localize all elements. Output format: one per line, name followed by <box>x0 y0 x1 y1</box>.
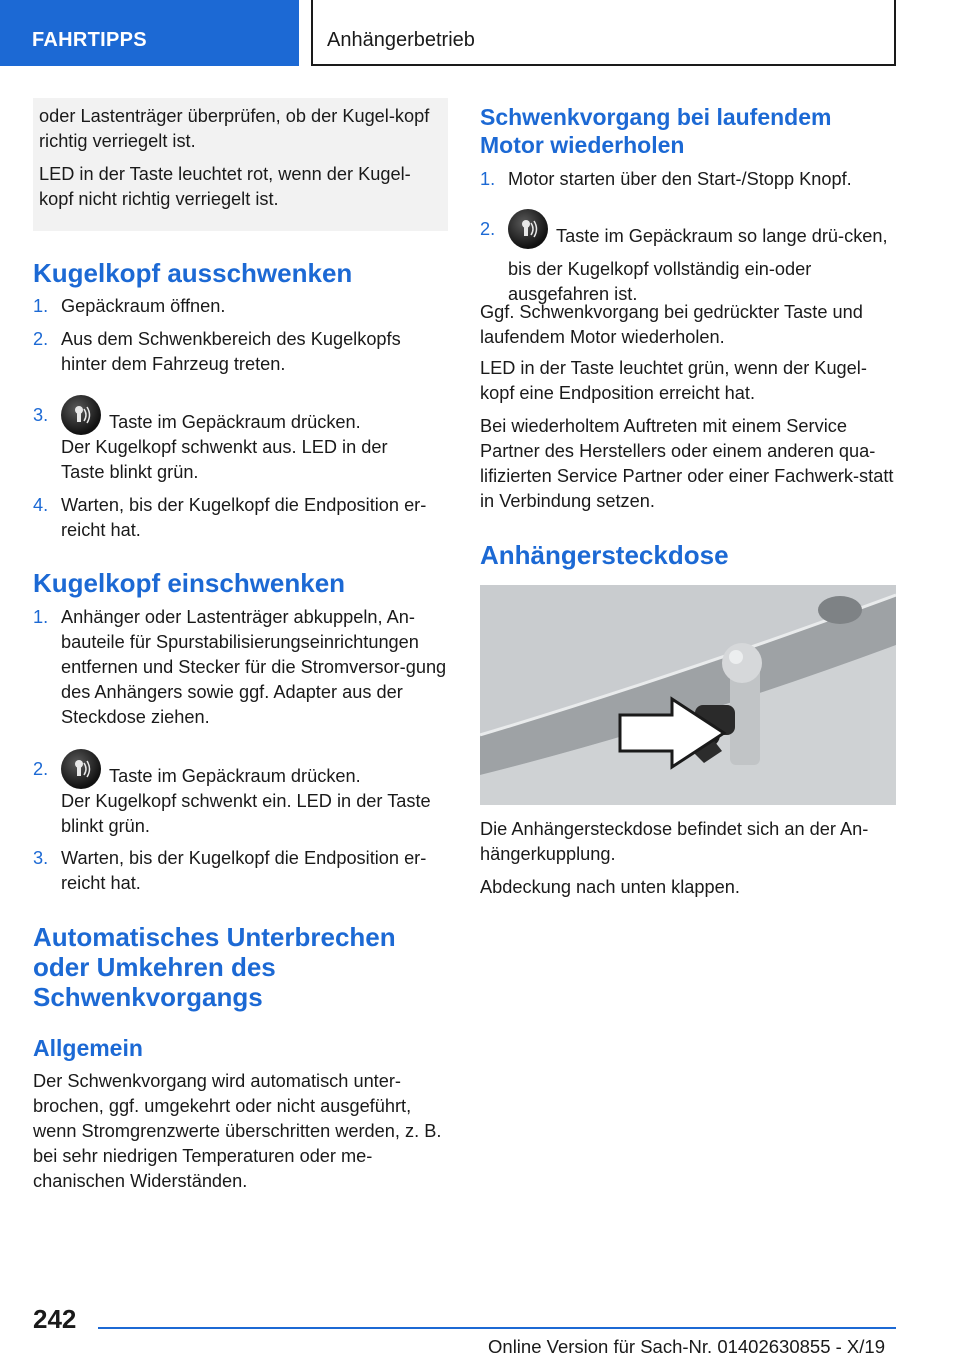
paragraph: Der Schwenkvorgang wird automatisch unter-brochen, ggf. umgekehrt oder nicht ausgeführt, wenn Stromgrenzwerte überschritten werden, z. B. bei sehr niedrigen Temperaturen oder me-chanischen Widerständen. <box>33 1071 442 1191</box>
tow-hitch-button-icon <box>508 209 548 249</box>
step-number: 3. <box>33 405 49 425</box>
step-number: 1. <box>33 607 49 627</box>
subheading-allgemein: Allgemein <box>33 1035 143 1061</box>
note-line-2: LED in der Taste leuchtet rot, wenn der Kugel-kopf nicht richtig verriegelt ist. <box>39 164 411 209</box>
step-text: Aus dem Schwenkbereich des Kugelkopfs hinter dem Fahrzeug treten. <box>61 329 401 374</box>
note-box <box>33 98 448 231</box>
heading-steckdose: Anhängersteckdose <box>480 540 729 570</box>
note-line-1: oder Lastenträger überprüfen, ob der Kugel-kopf richtig verriegelt ist. <box>39 106 430 151</box>
arrow-icon <box>612 693 732 773</box>
step-number: 1. <box>33 296 49 316</box>
paragraph: LED in der Taste leuchtet grün, wenn der Kugel-kopf eine Endposition erreicht hat. <box>480 358 867 403</box>
step-number: 2. <box>33 759 49 779</box>
step-number: 4. <box>33 495 49 515</box>
paragraph: Abdeckung nach unten klappen. <box>480 877 740 897</box>
heading-automatisch: Automatisches Unterbrechen oder Umkehren des Schwenkvorgangs <box>33 922 396 1012</box>
tow-hitch-photo <box>480 585 896 805</box>
step-number: 2. <box>33 329 49 349</box>
tow-hitch-button-icon <box>61 395 101 435</box>
paragraph: Die Anhängersteckdose befindet sich an der An-hängerkupplung. <box>480 819 869 864</box>
step-text: Warten, bis der Kugelkopf die Endposition er-reicht hat. <box>61 495 427 540</box>
step-detail: Der Kugelkopf schwenkt ein. LED in der Taste blinkt grün. <box>61 791 431 836</box>
paragraph: Ggf. Schwenkvorgang bei gedrückter Taste und laufendem Motor wiederholen. <box>480 302 863 347</box>
footer-divider <box>98 1327 896 1329</box>
paragraph: Bei wiederholtem Auftreten mit einem Service Partner des Herstellers oder einem anderen qua-lifizierten Service Partner oder einer Fachwerk-statt in Verbindung setzen. <box>480 416 894 511</box>
step-text: Warten, bis der Kugelkopf die Endposition er-reicht hat. <box>61 848 427 893</box>
chapter-title: Anhängerbetrieb <box>311 0 896 66</box>
heading-ausschwenken: Kugelkopf ausschwenken <box>33 258 353 288</box>
step-number: 3. <box>33 848 49 868</box>
step-text: Gepäckraum öffnen. <box>61 296 226 316</box>
step-content <box>508 217 895 307</box>
step-text: Taste im Gepäckraum drücken. <box>109 411 361 432</box>
step-text: Taste im Gepäckraum drücken. <box>109 765 361 786</box>
step-number: 1. <box>480 169 496 189</box>
section-tab: FAHRTIPPS <box>0 0 299 66</box>
heading-wiederholen: Schwenkvorgang bei laufendem Motor wiederholen <box>480 104 832 158</box>
step-number: 2. <box>480 219 496 239</box>
step-text: Motor starten über den Start-/Stopp Knopf. <box>508 169 852 189</box>
footer-online-version: Online Version für Sach-Nr. 01402630855 - X/19 <box>488 1336 885 1357</box>
step-detail: Der Kugelkopf schwenkt aus. LED in der Taste blinkt grün. <box>61 437 388 482</box>
heading-einschwenken: Kugelkopf einschwenken <box>33 568 346 598</box>
step-text: Anhänger oder Lastenträger abkuppeln, An-bauteile für Spurstabilisierungseinrichtungen entfernen und Stecker für die Stromversor-gung des Anhängers sowie ggf. Adapter aus der Steckdose ziehen. <box>61 607 447 727</box>
step-text: Taste im Gepäckraum so lange drü-cken, bis der Kugelkopf vollständig ein-oder ausgefahren ist. <box>508 225 888 304</box>
page-number: 242 <box>33 1304 77 1334</box>
tow-hitch-button-icon <box>61 749 101 789</box>
